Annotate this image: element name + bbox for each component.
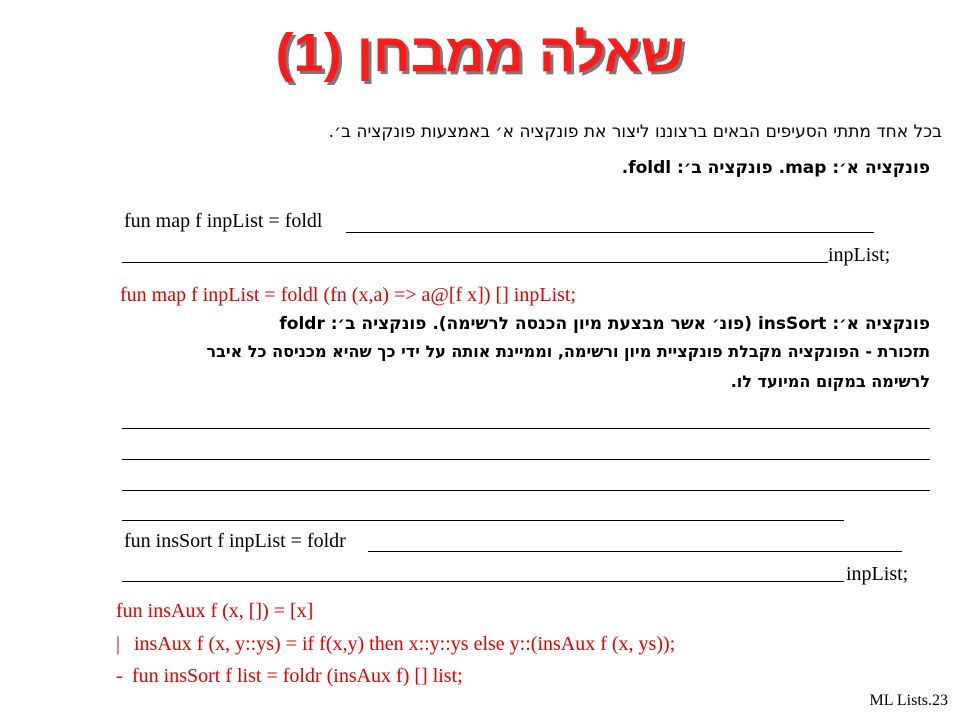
slide-footer: ML Lists.23 <box>869 692 948 709</box>
map-answer: fun map f inpList = foldl (fn (x,a) => a@[f x]) [] inpList; <box>120 284 577 306</box>
sort-answer-line3-marker: - <box>116 665 123 687</box>
task-b-heading <box>279 314 930 334</box>
sort-blank-underline2 <box>122 581 844 582</box>
task-b-middle: (פונ׳ אשר מבצעת מיון הכנסה לרשימה). פונקציה ב׳: <box>324 314 758 334</box>
sort-blank-line1: fun insSort f inpList = foldr <box>124 530 346 552</box>
task-b-prefix: פונקציה א׳: <box>826 314 930 334</box>
task-a-middle: . פונקציה ב׳: <box>671 158 786 178</box>
sort-blank-underline1 <box>368 551 902 552</box>
task-b-func-b: foldr <box>279 314 325 334</box>
reminder-line1: תזכורת - הפונקציה מקבלת פונקציית מיון ורשימה, וממיינת אותה על ידי כך שהיא מכניסה כל איבר <box>206 342 930 361</box>
task-a-prefix: פונקציה א׳: <box>826 158 930 178</box>
task-b-func-a: insSort <box>757 314 827 334</box>
intro-text: בכל אחד מתתי הסעיפים הבאים ברצוננו ליצור את פונקציה א׳ באמצעות פונקציה ב׳. <box>328 122 942 142</box>
task-a-heading <box>622 158 930 178</box>
task-a-func-a: map <box>785 158 827 178</box>
blank-line-4 <box>122 520 844 521</box>
sort-answer-line3: fun insSort f list = foldr (insAux f) [] list; <box>132 665 463 687</box>
map-blank-underline2 <box>122 262 828 263</box>
task-a-func-b: foldl <box>628 158 672 178</box>
slide-title: שאלה ממבחן (1) <box>275 23 685 83</box>
map-blank-line2-end: inpList; <box>828 244 891 266</box>
blank-line-3 <box>122 490 930 491</box>
task-a-suffix: . <box>621 158 629 178</box>
map-blank-line1: fun map f inpList = foldl <box>124 210 323 232</box>
sort-answer-line2: insAux f (x, y::ys) = if f(x,y) then x::y::ys else y::(insAux f (x, ys)); <box>134 633 676 655</box>
map-blank-underline1 <box>346 232 874 233</box>
blank-line-1 <box>122 428 930 429</box>
blank-line-2 <box>122 459 930 460</box>
sort-answer-line1: fun insAux f (x, []) = [x] <box>116 600 314 622</box>
sort-blank-line2-end: inpList; <box>846 563 909 585</box>
sort-answer-line2-marker: | <box>116 633 121 655</box>
reminder-line2: לרשימה במקום המיועד לו. <box>730 372 930 391</box>
